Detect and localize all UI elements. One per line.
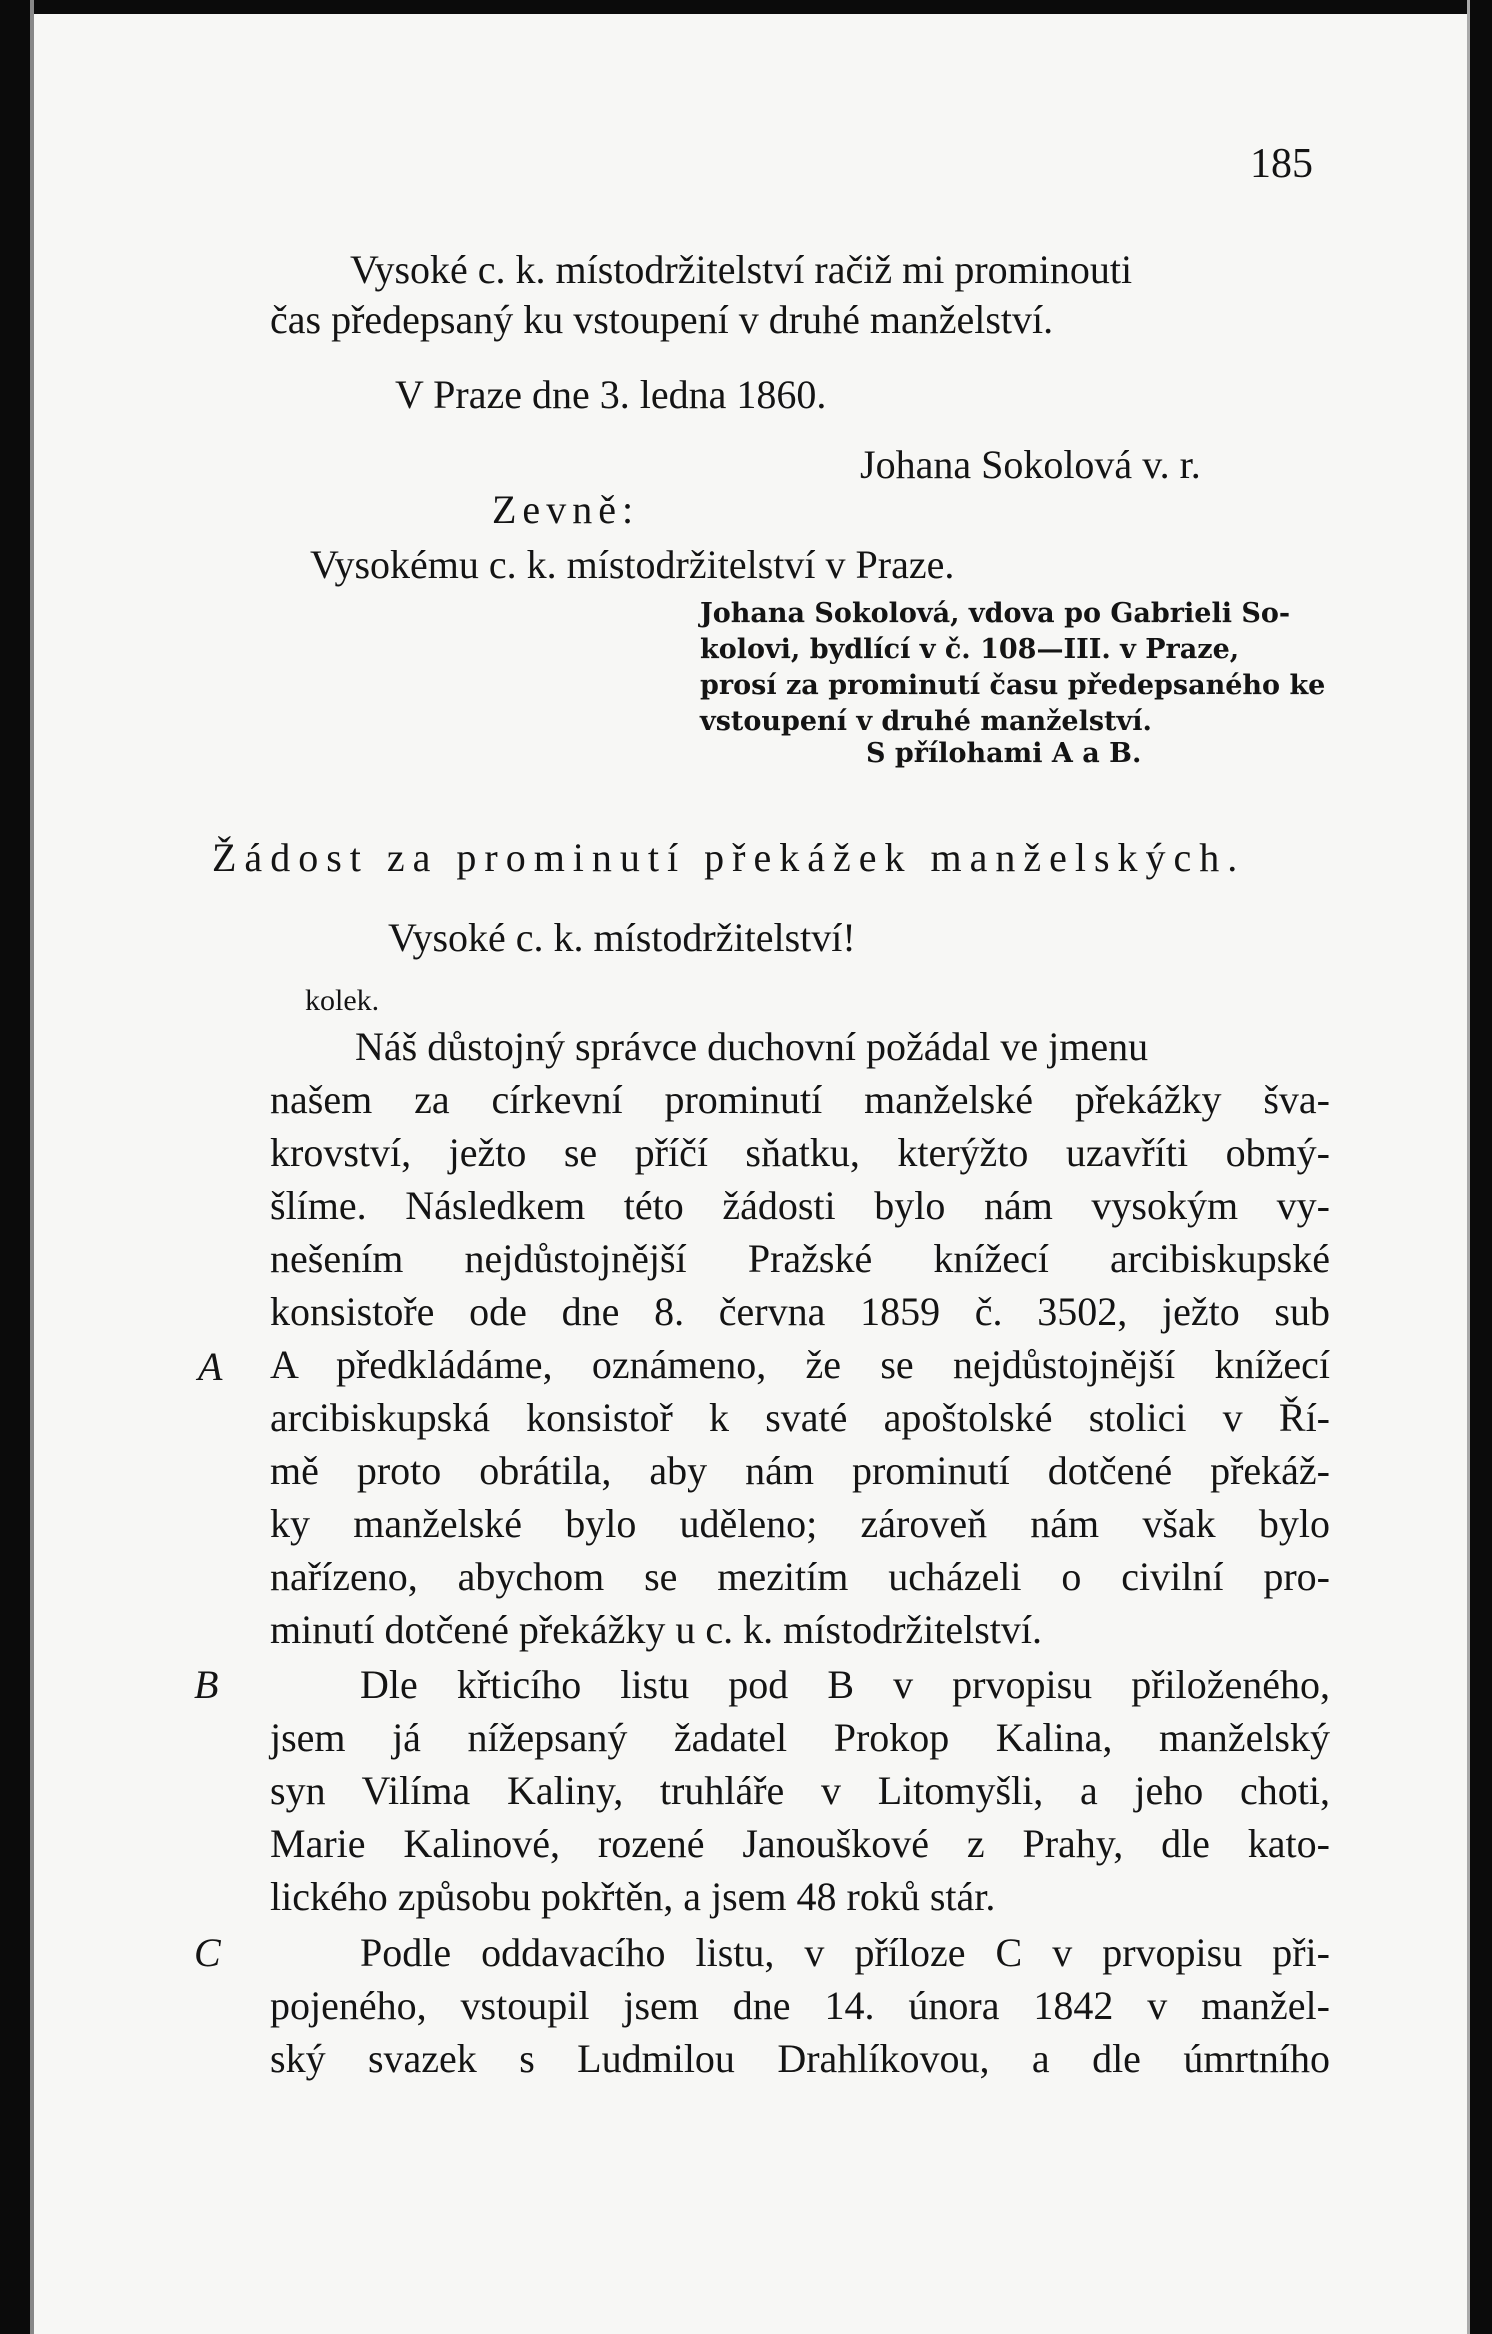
body-line: Náš důstojný správce duchovní požádal ve jmenu bbox=[355, 1024, 1149, 1069]
scan-border-left bbox=[0, 0, 30, 2334]
scan-border-right-inner bbox=[1467, 0, 1470, 2334]
body-line: šlíme. Následkem této žádosti bylo nám vysokým vy- bbox=[270, 1183, 1330, 1228]
body-line: ský svazek s Ludmilou Drahlíkovou, a dle úmrtního bbox=[270, 2036, 1330, 2081]
outside-note-line: vstoupení v druhé manželství. bbox=[700, 706, 1152, 737]
margin-letter-b: B bbox=[194, 1662, 219, 1707]
letter1-line: Vysoké c. k. místodržitelství račiž mi prominouti bbox=[350, 247, 1133, 292]
body-line: Podle oddavacího listu, v příloze C v prvopisu při- bbox=[360, 1930, 1330, 1975]
letter1-date: V Praze dne 3. ledna 1860. bbox=[395, 372, 827, 417]
body-line: jsem já nížepsaný žadatel Prokop Kalina, manželský bbox=[270, 1715, 1330, 1760]
body-line: Dle křticího listu pod B v prvopisu přiloženého, bbox=[360, 1662, 1330, 1707]
body-line: minutí dotčené překážky u c. k. místodržitelství. bbox=[270, 1607, 1043, 1652]
scan-border-right bbox=[1470, 0, 1492, 2334]
body-line: nařízeno, abychom se mezitím ucházeli o civilní pro- bbox=[270, 1554, 1330, 1599]
margin-letter-c: C bbox=[194, 1930, 221, 1975]
body-line: našem za církevní prominutí manželské překážky šva- bbox=[270, 1077, 1330, 1122]
outside-note-line: Johana Sokolová, vdova po Gabrieli So- bbox=[700, 598, 1291, 629]
document-heading: Žádost za prominutí překážek manželských. bbox=[212, 835, 1246, 880]
body-line: arcibiskupská konsistoř k svaté apoštolské stolici v Ří- bbox=[270, 1395, 1330, 1440]
body-line: mě proto obrátila, aby nám prominutí dotčené překáž- bbox=[270, 1448, 1330, 1493]
body-line: lického způsobu pokřtěn, a jsem 48 roků stár. bbox=[270, 1874, 996, 1919]
scan-border-top bbox=[0, 0, 1492, 14]
outside-address: Vysokému c. k. místodržitelství v Praze. bbox=[310, 542, 955, 587]
outside-label: Zevně: bbox=[492, 487, 640, 532]
body-line: krovství, ježto se příčí sňatku, kterýžto uzavříti obmý- bbox=[270, 1130, 1330, 1175]
outside-note-line: kolovi, bydlící v č. 108—III. v Praze, bbox=[700, 634, 1240, 665]
scan-border-left-inner bbox=[30, 0, 34, 2334]
letter1-signature: Johana Sokolová v. r. bbox=[860, 442, 1201, 487]
stamp-label: kolek. bbox=[305, 984, 380, 1017]
body-line: syn Vilíma Kaliny, truhláře v Litomyšli, a jeho choti, bbox=[270, 1768, 1330, 1813]
body-line: konsistoře ode dne 8. června 1859 č. 3502, ježto sub bbox=[270, 1289, 1330, 1334]
body-line: Marie Kalinové, rozené Janouškové z Prahy, dle kato- bbox=[270, 1821, 1330, 1866]
outside-attachments: S přílohami A a B. bbox=[866, 738, 1142, 769]
body-line: nešením nejdůstojnější Pražské knížecí arcibiskupské bbox=[270, 1236, 1330, 1281]
body-line: A předkládáme, oznámeno, že se nejdůstojnější knížecí bbox=[270, 1342, 1330, 1387]
margin-letter-a: A bbox=[198, 1344, 223, 1389]
letter1-line: čas předepsaný ku vstoupení v druhé manželství. bbox=[270, 297, 1054, 342]
body-line: ky manželské bylo uděleno; zároveň nám však bylo bbox=[270, 1501, 1330, 1546]
page-number: 185 bbox=[1250, 141, 1313, 187]
outside-note-line: prosí za prominutí času předepsaného ke bbox=[700, 670, 1326, 701]
body-line: pojeného, vstoupil jsem dne 14. února 1842 v manžel- bbox=[270, 1983, 1330, 2028]
salutation: Vysoké c. k. místodržitelství! bbox=[388, 915, 856, 960]
